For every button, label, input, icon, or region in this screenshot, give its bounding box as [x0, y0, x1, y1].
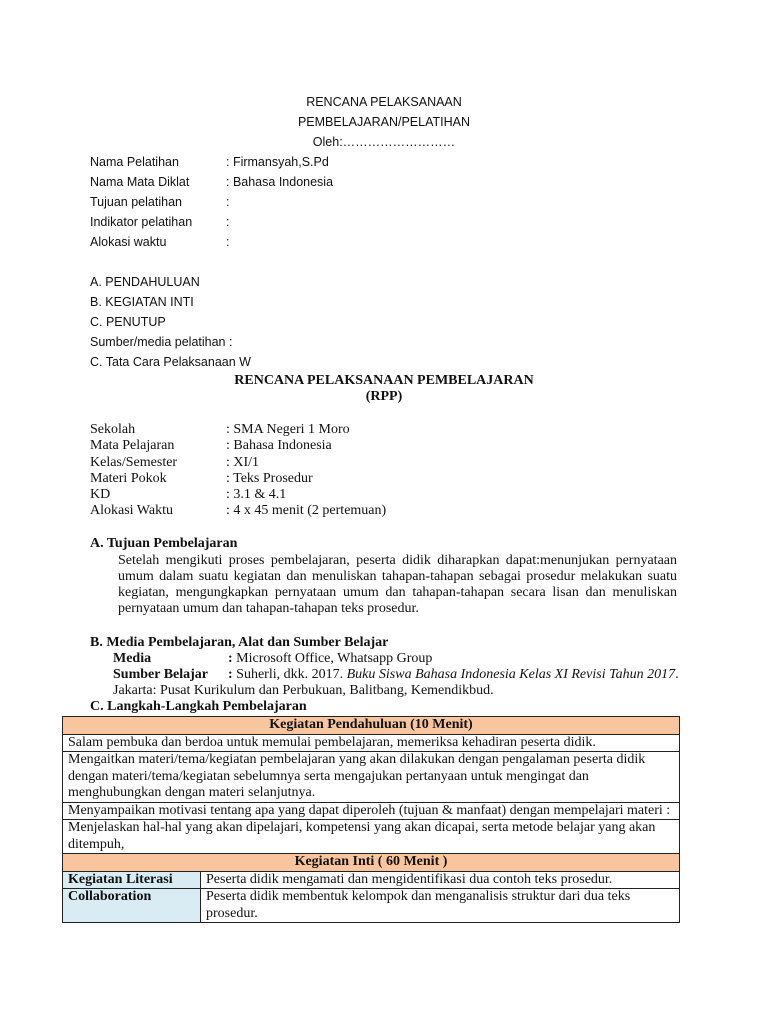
identity-label-kelas-semester: Kelas/Semester: [90, 455, 178, 470]
pendahuluan-row-4: Menjelaskan hal-hal yang akan dipelajari, kompetensi yang akan dicapai, serta metode belajar yang akan ditempuh,: [63, 820, 680, 854]
pendahuluan-row-2: Mengaitkan materi/tema/kegiatan pembelajaran yang akan dilakukan dengan pengalaman peserta didik dengan materi/tema/kegiatan sebelumnya serta mengajukan pertanyaan untuk mengingat dan menghubungkan dengan materi selanjutnya.: [63, 752, 680, 803]
identity-value-kd: : 3.1 & 4.1: [226, 487, 287, 502]
sumber-belajar-label: Sumber Belajar: [113, 667, 209, 682]
field-label-tujuan-pelatihan: Tujuan pelatihan: [90, 195, 182, 209]
pendahuluan-row-3: Menyampaikan motivasi tentang apa yang dapat diperoleh (tujuan & manfaat) dengan mempelajari materi :: [63, 802, 680, 820]
field-label-nama-mata-diklat: Nama Mata Diklat: [90, 175, 190, 189]
outline-penutup: C. PENUTUP: [90, 315, 166, 329]
rpp-title: RENCANA PELAKSANAAN PEMBELAJARAN: [234, 373, 534, 388]
field-value-nama-pelatihan: : Firmansyah,S.Pd: [226, 155, 329, 169]
table-row: [63, 752, 680, 803]
media-colon: :: [228, 651, 233, 666]
identity-value-mata-pelajaran: : Bahasa Indonesia: [226, 438, 332, 453]
section-c-heading: C. Langkah-Langkah Pembelajaran: [90, 699, 307, 714]
field-value-indikator-pelatihan: :: [226, 215, 230, 229]
table-row: [63, 871, 680, 889]
sumber-colon: :: [228, 667, 233, 682]
identity-label-mata-pelajaran: Mata Pelajaran: [90, 438, 175, 453]
field-value-nama-mata-diklat: : Bahasa Indonesia: [226, 175, 334, 189]
inti-label-literasi: Kegiatan Literasi: [63, 871, 201, 889]
table-header-row: [63, 717, 680, 735]
sumber-belajar-value: [228, 667, 679, 683]
media-text: Microsoft Office, Whatsapp Group: [232, 651, 433, 666]
outline-sumber-media: Sumber/media pelatihan :: [90, 335, 233, 349]
sumber-suffix: .: [675, 667, 679, 682]
field-label-alokasi-waktu: Alokasi waktu: [90, 235, 167, 249]
identity-label-materi-pokok: Materi Pokok: [90, 471, 167, 486]
identity-label-sekolah: Sekolah: [90, 422, 136, 437]
inti-text-literasi: Peserta didik mengamati dan mengidentifikasi dua contoh teks prosedur.: [201, 871, 680, 889]
field-value-alokasi-waktu: :: [226, 235, 230, 249]
learning-steps-table: [62, 716, 680, 923]
header-inti: Kegiatan Inti ( 60 Menit ): [63, 854, 680, 872]
outline-kegiatan-inti: B. KEGIATAN INTI: [90, 295, 194, 309]
outline-tata-cara: C. Tata Cara Pelaksanaan W: [90, 355, 251, 369]
inti-text-collaboration: Peserta didik membentuk kelompok dan menganalisis struktur dari dua teks prosedur.: [201, 889, 680, 923]
rpp-subtitle: (RPP): [365, 389, 403, 404]
table-row: [63, 820, 680, 854]
field-value-tujuan-pelatihan: :: [226, 195, 230, 209]
section-a-paragraph: Setelah mengikuti proses pembelajaran, peserta didik diharapkan dapat:menunjukan pernyataan umum dalam suatu kegiatan dan menuliskan tahapan-tahapan sebagai prosedur melakukan suatu kegiatan, mengungkapkan pernyataan umum dan tahapan-tahapan secara lisan dan menuliskan pernyataan umum dan tahapan-tahapan teks prosedur.: [118, 553, 677, 616]
identity-label-alokasi-waktu: Alokasi Waktu: [90, 503, 173, 518]
sumber-book-title: Buku Siswa Bahasa Indonesia Kelas XI Revisi Tahun 2017: [346, 667, 676, 682]
table-header-row: [63, 854, 680, 872]
identity-value-kelas-semester: : XI/1: [226, 455, 260, 470]
table-row: [63, 802, 680, 820]
field-label-nama-pelatihan: Nama Pelatihan: [90, 155, 179, 169]
identity-value-materi-pokok: : Teks Prosedur: [226, 471, 313, 486]
table-row: [63, 734, 680, 752]
sumber-prefix: Suherli, dkk. 2017.: [232, 667, 347, 682]
training-plan-title-line2: PEMBELAJARAN/PELATIHAN: [297, 115, 471, 129]
outline-pendahuluan: A. PENDAHULUAN: [90, 275, 200, 289]
training-plan-title-line1: RENCANA PELAKSANAAN: [306, 95, 462, 109]
field-label-indikator-pelatihan: Indikator pelatihan: [90, 215, 193, 229]
inti-label-collaboration: Collaboration: [63, 889, 201, 923]
author-line: Oleh:………………………: [312, 135, 456, 149]
table-row: [63, 889, 680, 923]
section-a-heading: A. Tujuan Pembelajaran: [90, 536, 238, 551]
media-value: [228, 651, 432, 667]
sumber-belajar-line2: Jakarta: Pusat Kurikulum dan Perbukuan, Balitbang, Kemendikbud.: [113, 683, 494, 698]
identity-value-alokasi-waktu: : 4 x 45 menit (2 pertemuan): [226, 503, 387, 518]
identity-value-sekolah: : SMA Negeri 1 Moro: [226, 422, 350, 437]
section-b-heading: B. Media Pembelajaran, Alat dan Sumber Belajar: [90, 635, 389, 650]
media-label: Media: [113, 651, 152, 666]
pendahuluan-row-1: Salam pembuka dan berdoa untuk memulai pembelajaran, memeriksa kehadiran peserta didik.: [63, 734, 680, 752]
header-pendahuluan: Kegiatan Pendahuluan (10 Menit): [63, 717, 680, 735]
identity-label-kd: KD: [90, 487, 111, 502]
